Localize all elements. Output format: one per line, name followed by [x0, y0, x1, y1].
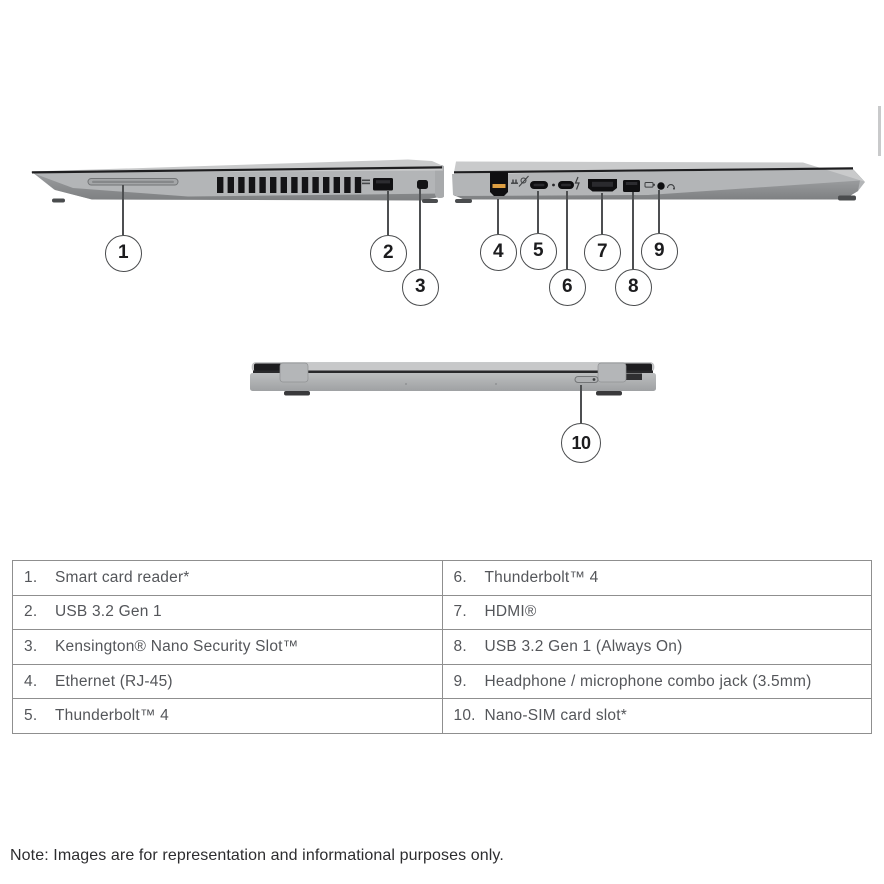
nano-sim-tray — [575, 377, 598, 383]
hdmi-port — [588, 179, 617, 192]
table-cell — [442, 664, 872, 699]
table-row — [13, 664, 872, 699]
table-cell — [442, 595, 872, 630]
callout-line-10 — [580, 385, 582, 423]
table-row — [13, 630, 872, 665]
smart-card-reader-slot — [88, 179, 178, 186]
port-label: USB 3.2 Gen 1 (Always On) — [484, 637, 683, 655]
table-cell — [442, 561, 872, 596]
callout-line-8 — [632, 192, 634, 269]
ethernet-port — [490, 172, 508, 196]
port-label: Nano-SIM card slot* — [484, 707, 627, 725]
callout-line-6 — [566, 191, 568, 269]
table-cell — [13, 630, 443, 665]
callout-10: 10 — [561, 423, 601, 463]
rubber-foot — [284, 391, 310, 396]
callout-6: 6 — [549, 269, 586, 306]
table-cell — [13, 561, 443, 596]
callout-line-2 — [387, 191, 389, 235]
hinge-right — [598, 363, 626, 382]
port-number: 8. — [453, 637, 467, 655]
kensington-nano-slot — [417, 180, 428, 189]
callout-7: 7 — [584, 234, 621, 271]
port-number: 4. — [24, 672, 38, 690]
disclaimer-note: Note: Images are for representation and informational purposes only. — [10, 847, 504, 864]
callout-2: 2 — [370, 235, 407, 272]
port-number: 5. — [24, 707, 38, 725]
callout-3: 3 — [402, 269, 439, 306]
callout-line-7 — [601, 193, 603, 234]
table-row — [13, 595, 872, 630]
port-label: HDMI® — [484, 603, 537, 621]
usb-a-port — [373, 178, 393, 191]
rubber-foot — [52, 199, 65, 203]
rubber-foot — [596, 391, 622, 396]
port-number: 6. — [453, 568, 467, 586]
laptop-rear-view — [246, 360, 660, 398]
table-cell — [442, 630, 872, 665]
port-label: USB 3.2 Gen 1 — [55, 603, 162, 621]
callout-9: 9 — [641, 233, 678, 270]
screw-dot — [495, 383, 497, 385]
port-number: 10. — [453, 707, 476, 725]
table-cell — [13, 699, 443, 734]
headphone-jack — [657, 182, 664, 189]
rubber-foot — [455, 199, 472, 203]
port-label: Thunderbolt™ 4 — [484, 568, 599, 586]
callout-8: 8 — [615, 269, 652, 306]
port-number: 9. — [453, 672, 467, 690]
edge-artifact — [878, 106, 881, 156]
table-cell — [442, 699, 872, 734]
port-label: Headphone / microphone combo jack (3.5mm) — [484, 672, 812, 690]
port-number: 2. — [24, 603, 38, 621]
usb-a-port-always-on — [623, 180, 640, 192]
usb-c-thunderbolt-port-2 — [558, 181, 574, 189]
lid-strip — [252, 363, 654, 372]
ports-table — [12, 560, 872, 734]
laptop-left-side-view — [28, 155, 444, 207]
callout-line-1 — [122, 185, 124, 235]
table-cell — [13, 595, 443, 630]
rubber-foot — [838, 196, 856, 201]
usb-c-thunderbolt-port-1 — [530, 181, 548, 189]
table-row — [13, 561, 872, 596]
screw-dot — [405, 383, 407, 385]
callout-1: 1 — [105, 235, 142, 272]
port-number: 1. — [24, 568, 38, 586]
laptop-right-side-view — [448, 155, 872, 207]
callout-5: 5 — [520, 233, 557, 270]
emergency-reset-hole — [552, 184, 555, 187]
table-row — [13, 699, 872, 734]
port-label: Thunderbolt™ 4 — [55, 707, 169, 725]
port-number: 3. — [24, 637, 38, 655]
callout-line-3 — [419, 189, 421, 269]
port-label: Ethernet (RJ-45) — [55, 672, 173, 690]
port-label: Kensington® Nano Security Slot™ — [55, 637, 299, 655]
callout-line-4 — [497, 199, 499, 234]
port-number: 7. — [453, 603, 467, 621]
rubber-foot — [422, 199, 438, 203]
table-cell — [13, 664, 443, 699]
port-label: Smart card reader* — [55, 568, 190, 586]
callout-line-5 — [537, 191, 539, 233]
callout-4: 4 — [480, 234, 517, 271]
hinge-left — [280, 363, 308, 382]
callout-line-9 — [658, 190, 660, 233]
